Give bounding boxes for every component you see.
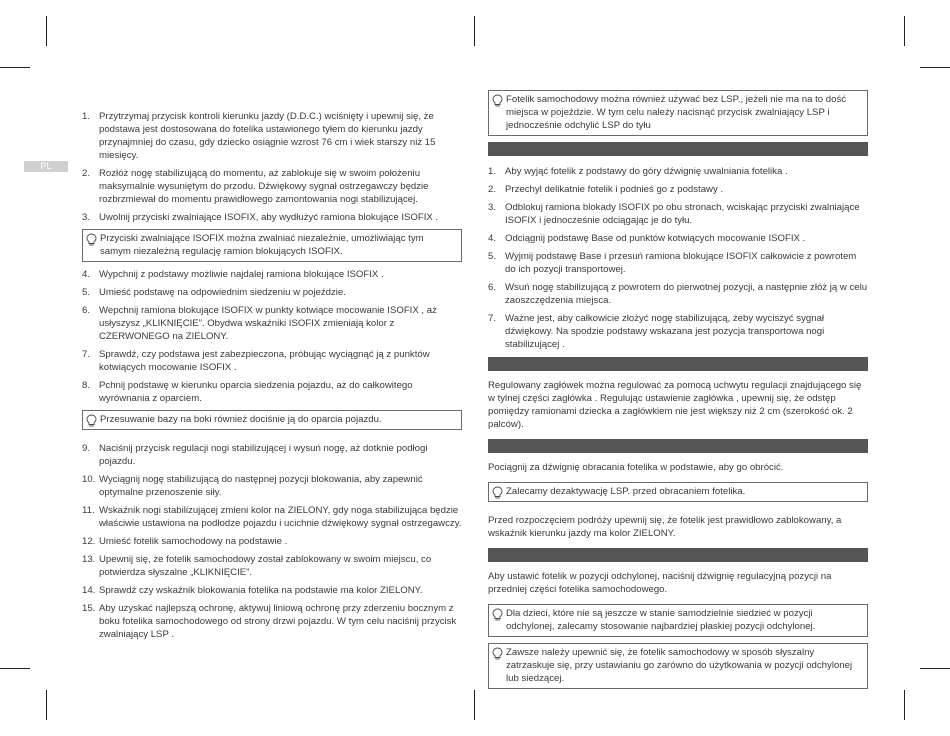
lightbulb-icon xyxy=(492,486,503,500)
right-column xyxy=(488,90,868,695)
lightbulb-icon xyxy=(86,414,97,428)
crop-mark xyxy=(46,690,47,720)
crop-mark xyxy=(920,67,950,68)
section-header-bar xyxy=(488,357,868,371)
list-item: 12. Umieść fotelik samochodowy na podstawie . xyxy=(82,536,288,547)
note-box: Przesuwanie bazy na boki również dociśnie ją do oparcia pojazdu. xyxy=(82,410,462,430)
list-item: 9. Naciśnij przycisk regulacji nogi stabilizującej i wysuń nogę, aż dotknie podłogi pojazdu. xyxy=(82,443,428,467)
lightbulb-icon xyxy=(492,94,503,108)
crop-mark xyxy=(904,16,905,46)
list-item: 3. Odblokuj ramiona blokady ISOFIX po obu stronach, wciskając przyciski zwalniające ISOFIX i jednocześnie odciągając je do tyłu. xyxy=(488,202,860,226)
list-item: 5. Wyjmij podstawę Base i przesuń ramiona blokujące ISOFIX całkowicie z powrotem do ich pozycji transportowej. xyxy=(488,251,857,275)
note-box: Dla dzieci, które nie są jeszcze w stanie samodzielnie siedzieć w pozycji odchylonej, zalecamy stosowanie najbardziej płaskiej pozycji odchylonej. xyxy=(488,604,868,637)
language-tab: PL xyxy=(24,161,68,172)
crop-mark xyxy=(0,668,30,669)
note-box: Fotelik samochodowy można również używać bez LSP., jeżeli nie ma na to dość miejsca w pojeździe. W tym celu należy nacisnąć przycisk zwalniający LSP i jednocześnie odchylić LSP do tyłu xyxy=(488,90,868,136)
section-header-bar xyxy=(488,548,868,562)
list-item: 10. Wyciągnij nogę stabilizującą do następnej pozycji blokowania, aby zapewnić optymalne przenoszenie siły. xyxy=(82,474,423,498)
list-item: 4. Wypchnij z podstawy możliwie najdalej ramiona blokujące ISOFIX . xyxy=(82,269,384,280)
list-item: 6. Wsuń nogę stabilizującą z powrotem do pierwotnej pozycji, a następnie złóż ją w celu zaoszczędzenia miejsca. xyxy=(488,282,868,306)
install-steps-c xyxy=(82,442,462,641)
list-item: 1. Przytrzymaj przycisk kontroli kierunku jazdy (D.D.C.) wciśnięty i upewnij się, że podstawa jest dostosowana do fotelika ustawionego tyłem do kierunku jazdy przynajmniej do czasu, gdy dziecko osiągnie wzrost 76 cm i wiek starszy niż 15 miesięcy. xyxy=(82,111,436,161)
crop-mark xyxy=(46,16,47,46)
list-item: 4. Odciągnij podstawę Base od punktów kotwiących mocowanie ISOFIX . xyxy=(488,233,806,244)
removal-steps xyxy=(488,165,868,351)
crop-mark xyxy=(920,668,950,669)
section-header-bar xyxy=(488,439,868,453)
list-item: 3. Uwolnij przyciski zwalniające ISOFIX, aby wydłużyć ramiona blokujące ISOFIX . xyxy=(82,212,439,223)
crop-mark xyxy=(474,690,475,720)
list-item: 15. Aby uzyskać najlepszą ochronę, aktywuj liniową ochronę przy zderzeniu bocznym z boku fotelika samochodowego od strony drzwi pojazdu. W tym celu naciśnij przycisk zwalniający LSP . xyxy=(82,603,457,640)
list-item: 7. Sprawdź, czy podstawa jest zabezpieczona, próbując wyciągnąć ją z punktów kotwiących mocowanie ISOFIX . xyxy=(82,349,430,373)
note-box: Zalecamy dezaktywację LSP. przed obracaniem fotelika. xyxy=(488,482,868,502)
list-item: 8. Pchnij podstawę w kierunku oparcia siedzenia pojazdu, aż do całkowitego wyrównania z oparciem. xyxy=(82,380,413,404)
headrest-paragraph: Regulowany zagłówek można regulować za pomocą uchwytu regulacji znajdującego się w tylnej części zagłówka . Regulując ustawienie zagłówka , upewnij się, że odstęp pomiędzy ramionami dziecka a zagłówkiem nie jest większy niż 2 cm (szerokość ok. 2 palców). xyxy=(488,380,862,430)
crop-mark xyxy=(0,67,30,68)
section-header-bar xyxy=(488,142,868,156)
list-item: 2. Rozłóż nogę stabilizującą do momentu, aż zablokuje się w swoim położeniu maksymalnie wysuniętym do przodu. Dźwiękowy sygnał ostrzegawczy będzie rozbrzmiewał do momentu prawidłowego zamontowania nogi stabilizującej. xyxy=(82,168,429,205)
lightbulb-icon xyxy=(492,647,503,661)
list-item: 11. Wskaźnik nogi stabilizującej zmieni kolor na ZIELONY, gdy noga stabilizująca będzie właściwie ustawiona na podłodze pojazdu i ucichnie dźwiękowy sygnał ostrzegawczy. xyxy=(82,505,462,529)
list-item: 5. Umieść podstawę na odpowiednim siedzeniu w pojeździe. xyxy=(82,287,346,298)
list-item: 13. Upewnij się, że fotelik samochodowy został zablokowany w swoim miejscu, co potwierdza słyszalne „KLIKNIĘCIE”. xyxy=(82,554,432,578)
lightbulb-icon xyxy=(492,608,503,622)
list-item: 2. Przechyl delikatnie fotelik i podnieś go z podstawy . xyxy=(488,184,724,195)
check-paragraph: Przed rozpoczęciem podróży upewnij się, że fotelik jest prawidłowo zablokowany, a wskaźnik kierunku jazdy ma kolor ZIELONY. xyxy=(488,515,842,539)
lightbulb-icon xyxy=(86,233,97,247)
left-column xyxy=(82,110,462,646)
list-item: 6. Wepchnij ramiona blokujące ISOFIX w punkty kotwiące mocowanie ISOFIX , aż usłyszysz „KLIKNIĘCIE”. Obydwa wskaźniki ISOFIX zmieniają kolor z CZERWONEGO na ZIELONY. xyxy=(82,305,437,342)
note-box: Zawsze należy upewnić się, że fotelik samochodowy w sposób słyszalny zatrzaskuje się, przy ustawianiu go zarówno do użytkowania w pozycji odchylonej lub siedzącej. xyxy=(488,643,868,689)
crop-mark xyxy=(474,16,475,46)
rotate-paragraph: Pociągnij za dźwignię obracania fotelika w podstawie, aby go obrócić. xyxy=(488,462,784,473)
list-item: 14. Sprawdź czy wskaźnik blokowania fotelika na podstawie ma kolor ZIELONY. xyxy=(82,585,423,596)
install-steps-b xyxy=(82,268,462,405)
note-box: Przyciski zwalniające ISOFIX można zwalniać niezależnie, umożliwiając tym samym niezależną regulację ramion blokujących ISOFIX. xyxy=(82,229,462,262)
recline-paragraph: Aby ustawić fotelik w pozycji odchylonej, naciśnij dźwignię regulacyjną pozycji na przedniej części fotelika samochodowego. xyxy=(488,571,832,595)
crop-mark xyxy=(904,690,905,720)
list-item: 1. Aby wyjąć fotelik z podstawy do góry dźwignię uwalniania fotelika . xyxy=(488,166,788,177)
install-steps-a xyxy=(82,110,462,224)
list-item: 7. Ważne jest, aby całkowicie złożyć nogę stabilizującą, żeby wyciszyć sygnał dźwiękowy. Na spodzie podstawy wskazana jest pozycja transportowa nogi stabilizującej . xyxy=(488,313,825,350)
